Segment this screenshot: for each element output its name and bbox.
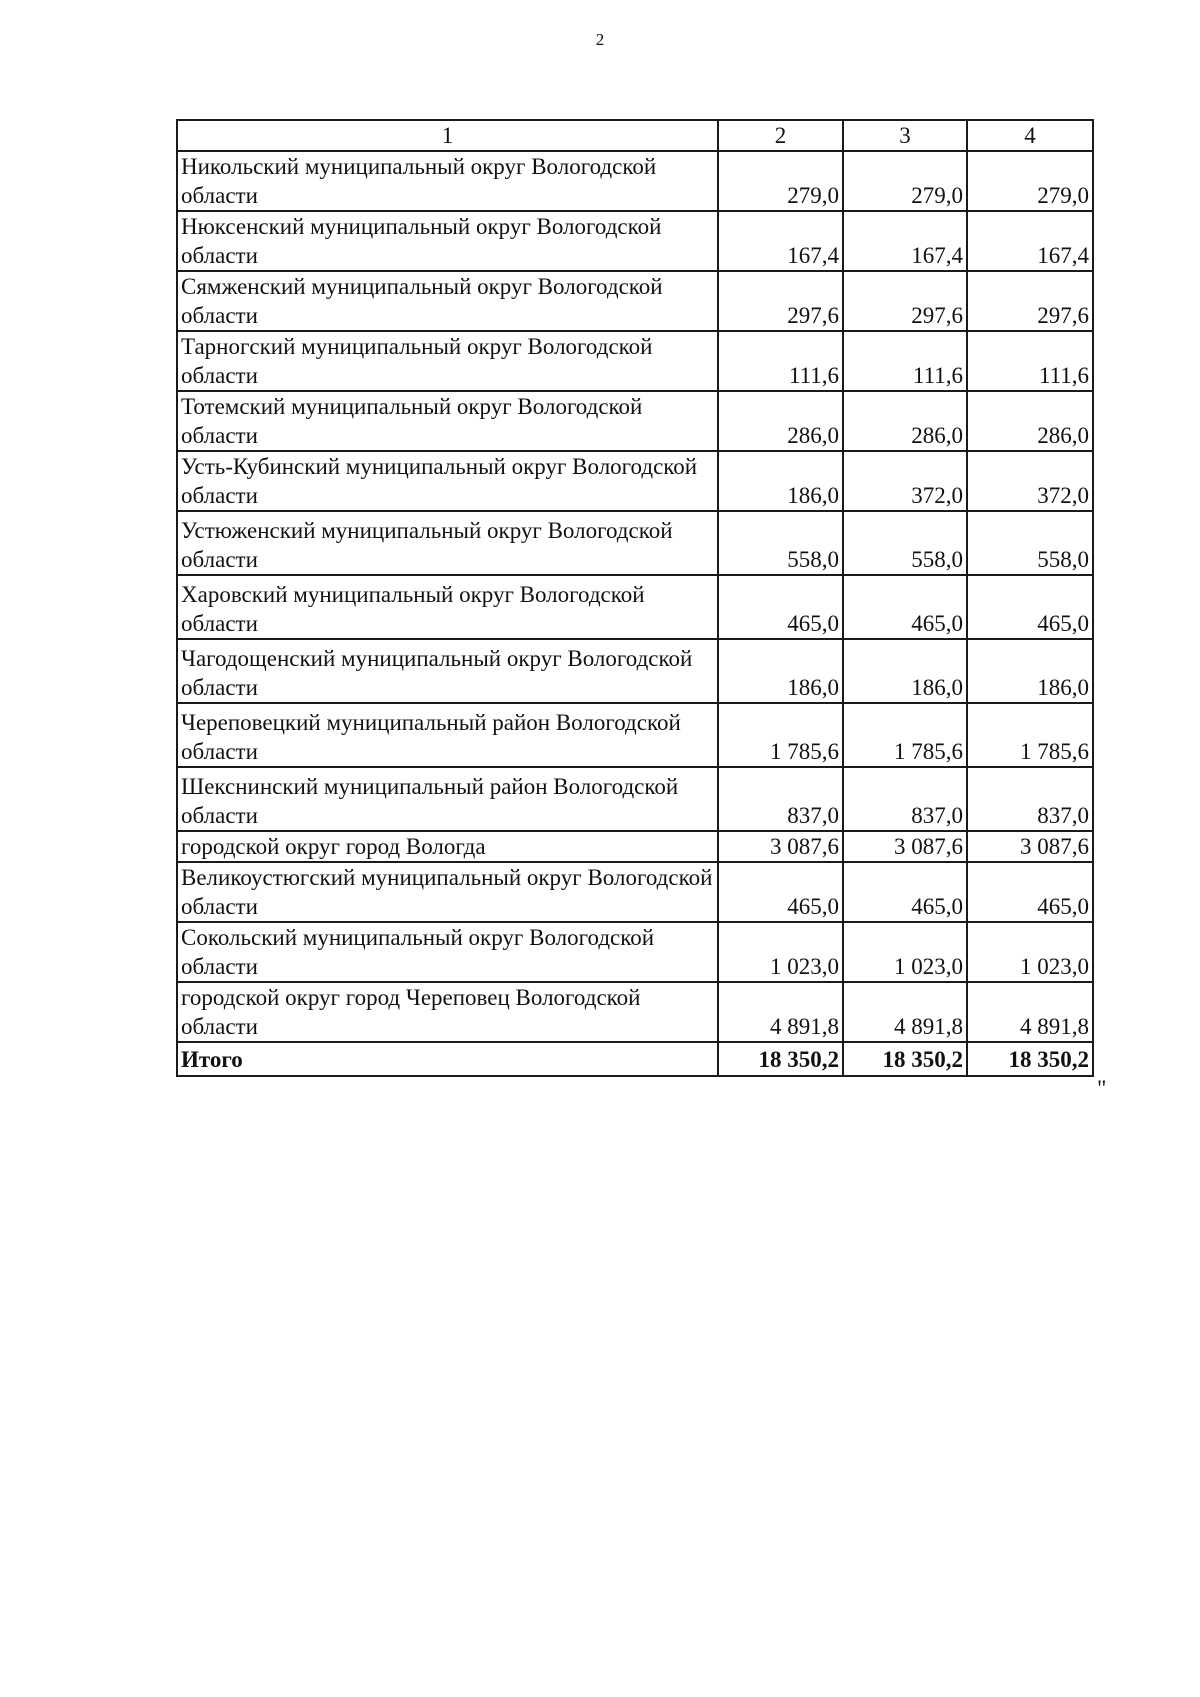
row-value-col2: 279,0: [718, 151, 843, 211]
row-value-col3: 279,0: [843, 151, 967, 211]
row-value-col2: 286,0: [718, 391, 843, 451]
row-value-col3: 1 785,6: [843, 703, 967, 767]
total-row: [177, 1042, 1093, 1076]
row-value-col4: 558,0: [967, 511, 1093, 575]
row-value-col2: 1 023,0: [718, 922, 843, 982]
row-name: Чагодощенский муниципальный округ Вологодской области: [177, 639, 718, 703]
table-row: [177, 922, 1093, 982]
row-value-col2: 3 087,6: [718, 831, 843, 862]
row-value-col3: 1 023,0: [843, 922, 967, 982]
row-name: Великоустюгский муниципальный округ Вологодской области: [177, 862, 718, 922]
closing-quote-mark: ": [1097, 1076, 1107, 1101]
row-value-col3: 286,0: [843, 391, 967, 451]
row-value-col3: 186,0: [843, 639, 967, 703]
table-body: [177, 151, 1093, 1042]
row-value-col3: 297,6: [843, 271, 967, 331]
row-value-col2: 465,0: [718, 862, 843, 922]
row-value-col4: 1 785,6: [967, 703, 1093, 767]
row-value-col3: 4 891,8: [843, 982, 967, 1042]
row-value-col4: 837,0: [967, 767, 1093, 831]
row-value-col2: 186,0: [718, 451, 843, 511]
row-value-col4: 279,0: [967, 151, 1093, 211]
row-value-col4: 3 087,6: [967, 831, 1093, 862]
table-row: [177, 862, 1093, 922]
row-value-col2: 167,4: [718, 211, 843, 271]
table-row: [177, 211, 1093, 271]
table-row: [177, 703, 1093, 767]
table-row: [177, 271, 1093, 331]
row-value-col2: 111,6: [718, 331, 843, 391]
row-value-col4: 297,6: [967, 271, 1093, 331]
table-row: [177, 451, 1093, 511]
row-value-col4: 111,6: [967, 331, 1093, 391]
row-value-col3: 558,0: [843, 511, 967, 575]
table-row: [177, 511, 1093, 575]
allocation-table: [176, 119, 1094, 1077]
row-name: Шекснинский муниципальный район Вологодской области: [177, 767, 718, 831]
table-row: [177, 982, 1093, 1042]
row-value-col3: 837,0: [843, 767, 967, 831]
table-row: [177, 639, 1093, 703]
row-name: Череповецкий муниципальный район Вологодской области: [177, 703, 718, 767]
row-name: Сямженский муниципальный округ Вологодской области: [177, 271, 718, 331]
row-value-col3: 465,0: [843, 575, 967, 639]
row-value-col4: 4 891,8: [967, 982, 1093, 1042]
row-name: Сокольский муниципальный округ Вологодской области: [177, 922, 718, 982]
row-value-col3: 111,6: [843, 331, 967, 391]
total-value-col2: 18 350,2: [718, 1042, 843, 1076]
row-value-col3: 372,0: [843, 451, 967, 511]
table-row: [177, 575, 1093, 639]
column-header-2: 2: [718, 120, 843, 151]
table-header-row: [177, 120, 1093, 151]
row-value-col2: 186,0: [718, 639, 843, 703]
table-row: [177, 331, 1093, 391]
row-value-col4: 186,0: [967, 639, 1093, 703]
row-name: Устюженский муниципальный округ Вологодской области: [177, 511, 718, 575]
row-name: Никольский муниципальный округ Вологодской области: [177, 151, 718, 211]
table-row: [177, 391, 1093, 451]
row-value-col2: 465,0: [718, 575, 843, 639]
row-name: Тарногский муниципальный округ Вологодской области: [177, 331, 718, 391]
page-number: 2: [595, 30, 605, 49]
row-name: Харовский муниципальный округ Вологодской области: [177, 575, 718, 639]
row-name: Тотемский муниципальный округ Вологодской области: [177, 391, 718, 451]
column-header-3: 3: [843, 120, 967, 151]
row-value-col4: 465,0: [967, 575, 1093, 639]
row-value-col3: 465,0: [843, 862, 967, 922]
row-value-col2: 297,6: [718, 271, 843, 331]
total-label: Итого: [177, 1042, 718, 1076]
total-value-col4: 18 350,2: [967, 1042, 1093, 1076]
row-name: Нюксенский муниципальный округ Вологодской области: [177, 211, 718, 271]
row-value-col2: 4 891,8: [718, 982, 843, 1042]
row-name: городской округ город Череповец Вологодской области: [177, 982, 718, 1042]
row-value-col2: 558,0: [718, 511, 843, 575]
row-name: Усть-Кубинский муниципальный округ Вологодской области: [177, 451, 718, 511]
table-row: [177, 767, 1093, 831]
row-value-col4: 465,0: [967, 862, 1093, 922]
row-value-col2: 837,0: [718, 767, 843, 831]
table-row: [177, 151, 1093, 211]
row-value-col3: 3 087,6: [843, 831, 967, 862]
column-header-4: 4: [967, 120, 1093, 151]
row-value-col4: 372,0: [967, 451, 1093, 511]
row-value-col2: 1 785,6: [718, 703, 843, 767]
row-name: городской округ город Вологда: [177, 831, 718, 862]
row-value-col3: 167,4: [843, 211, 967, 271]
row-value-col4: 1 023,0: [967, 922, 1093, 982]
row-value-col4: 167,4: [967, 211, 1093, 271]
table-row: [177, 831, 1093, 862]
column-header-1: 1: [177, 120, 718, 151]
total-value-col3: 18 350,2: [843, 1042, 967, 1076]
row-value-col4: 286,0: [967, 391, 1093, 451]
